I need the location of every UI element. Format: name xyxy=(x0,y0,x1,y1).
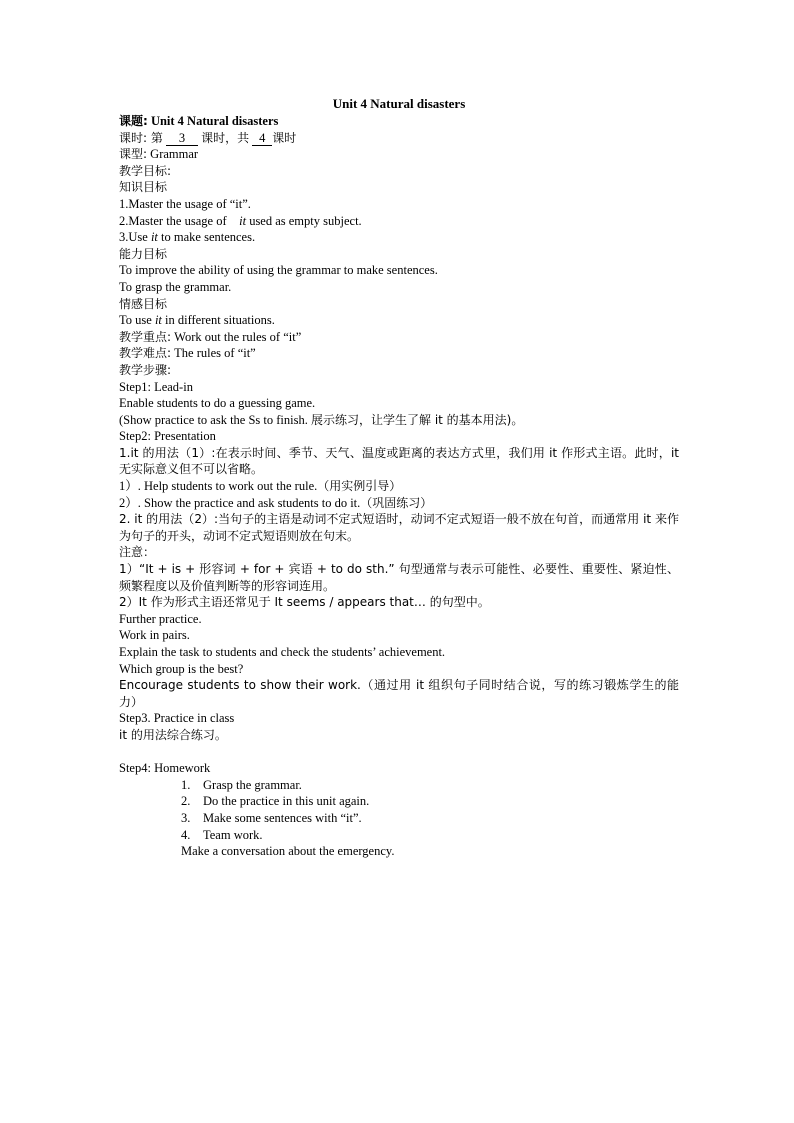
steps-heading: 教学步骤: xyxy=(119,362,172,377)
difficulty-label: 教学难点: xyxy=(119,346,172,361)
step1-heading: Step1: Lead-in xyxy=(119,379,193,394)
difficulty-line xyxy=(119,345,679,362)
topic-line xyxy=(119,113,679,130)
explain-task: Explain the task to students and check the students’ achievement. xyxy=(119,645,446,659)
step1-text-a: Enable students to do a guessing game. xyxy=(119,396,316,411)
key-point-label: 教学重点: xyxy=(119,329,172,344)
period-label-b: 课时，共 xyxy=(201,130,250,145)
period-label-c: 课时 xyxy=(272,130,297,145)
key-point-value: Work out the rules of “it” xyxy=(171,329,302,344)
period-current: 3 xyxy=(166,132,198,146)
list-item-text: Team work. xyxy=(203,827,263,842)
emotion-heading: 情感目标 xyxy=(119,296,168,311)
period-line xyxy=(119,130,679,147)
knowledge-item-1: 1.Master the usage of “it”. xyxy=(119,196,251,211)
list-item-number: 1. xyxy=(181,777,191,792)
ability-heading: 能力目标 xyxy=(119,246,168,261)
list-item xyxy=(181,810,679,827)
step4-heading: Step4: Homework xyxy=(119,761,211,776)
note-item-2: 2）It 作为形式主语还常见于 It seems / appears that… 的句型中。 xyxy=(119,595,490,610)
knowledge-item-3-text-a: 3.Use xyxy=(119,230,151,245)
knowledge-heading: 知识目标 xyxy=(119,180,168,195)
usage-1-item-a xyxy=(119,478,679,495)
step2-heading: Step2: Presentation xyxy=(119,429,216,444)
period-total: 4 xyxy=(252,132,272,146)
type-value: Grammar xyxy=(147,147,199,162)
work-in-pairs: Work in pairs. xyxy=(119,628,190,643)
encourage-line: Encourage students to show their work.（通过用 it 组织句子同时结合说，写的练习锻炼学生的能力） xyxy=(119,678,679,709)
knowledge-item-2 xyxy=(119,213,679,230)
ability-item-1: To improve the ability of using the grammar to make sentences. xyxy=(119,263,438,278)
further-practice: Further practice. xyxy=(119,611,202,626)
usage-1-item-b-cn: （巩固练习） xyxy=(360,495,433,510)
type-label: 课型: xyxy=(119,147,148,162)
list-item xyxy=(181,777,679,794)
homework-extra: Make a conversation about the emergency. xyxy=(181,844,395,859)
usage-2-paragraph: 2. it 的用法（2）:当句子的主语是动词不定式短语时，动词不定式短语一般不放在句首，而通常用 it 来作为句子的开头，动词不定式短语则放在句末。 xyxy=(119,512,679,543)
list-item-text: Grasp the grammar. xyxy=(203,777,302,792)
list-item-number: 2. xyxy=(181,794,191,809)
usage-1-item-b-en: 2）. Show the practice and ask students to do it. xyxy=(119,495,361,510)
ability-item-2: To grasp the grammar. xyxy=(119,279,232,294)
homework-list xyxy=(181,777,679,843)
usage-1-item-a-en: 1）. Help students to work out the rule. xyxy=(119,479,318,494)
knowledge-item-2-text-a: 2.Master the usage of xyxy=(119,213,230,228)
list-item xyxy=(181,793,679,810)
knowledge-item-3-text-b: to make sentences. xyxy=(157,230,256,245)
topic-value: Unit 4 Natural disasters xyxy=(147,114,279,128)
usage-1-paragraph: 1.it 的用法（1）:在表示时间、季节、天气、温度或距离的表达方式里，我们用 it 作形式主语。此时，it 无实际意义但不可以省略。 xyxy=(119,445,679,477)
list-item-text: Make some sentences with “it”. xyxy=(203,810,362,825)
period-label-a: 课时: 第 xyxy=(119,130,163,145)
usage-1-item-a-cn: （用实例引导） xyxy=(317,479,402,494)
emotion-item-1-text-a: To use xyxy=(119,313,155,328)
knowledge-item-3-it: it xyxy=(150,230,158,245)
step3-heading: Step3. Practice in class xyxy=(119,711,235,726)
type-line xyxy=(119,146,679,163)
difficulty-value: The rules of “it” xyxy=(171,346,256,361)
lesson-plan-document xyxy=(119,96,679,860)
goals-heading: 教学目标: xyxy=(119,163,172,178)
list-item-text: Do the practice in this unit again. xyxy=(203,794,370,809)
list-item-number: 4. xyxy=(181,827,191,842)
list-item xyxy=(181,827,679,844)
knowledge-item-3 xyxy=(119,229,679,246)
document-title: Unit 4 Natural disasters xyxy=(332,96,466,111)
key-point-line xyxy=(119,329,679,346)
list-item-number: 3. xyxy=(181,810,191,825)
emotion-item-1 xyxy=(119,312,679,329)
step3-text: it 的用法综合练习。 xyxy=(119,727,227,742)
step1-text-b-en: (Show practice to ask the Ss to finish. xyxy=(119,412,311,427)
step1-text-b-cn: 展示练习，让学生了解 it 的基本用法)。 xyxy=(311,412,524,427)
knowledge-item-2-it: it xyxy=(239,213,247,228)
emotion-item-1-text-b: in different situations. xyxy=(161,313,275,328)
emotion-item-1-it: it xyxy=(154,313,162,328)
note-item-1: 1）“It + is + 形容词 + for + 宾语 + to do sth.” 句型通常与表示可能性、必要性、重要性、紧迫性、频繁程度以及价值判断等的形容词连用。 xyxy=(119,562,679,593)
topic-label: 课题: xyxy=(119,114,148,128)
note-heading: 注意： xyxy=(119,545,156,560)
knowledge-item-2-text-b: used as empty subject. xyxy=(246,213,362,228)
blank-line xyxy=(119,744,679,761)
step1-text-b xyxy=(119,412,679,429)
which-group: Which group is the best? xyxy=(119,661,244,676)
usage-1-item-b xyxy=(119,495,679,512)
